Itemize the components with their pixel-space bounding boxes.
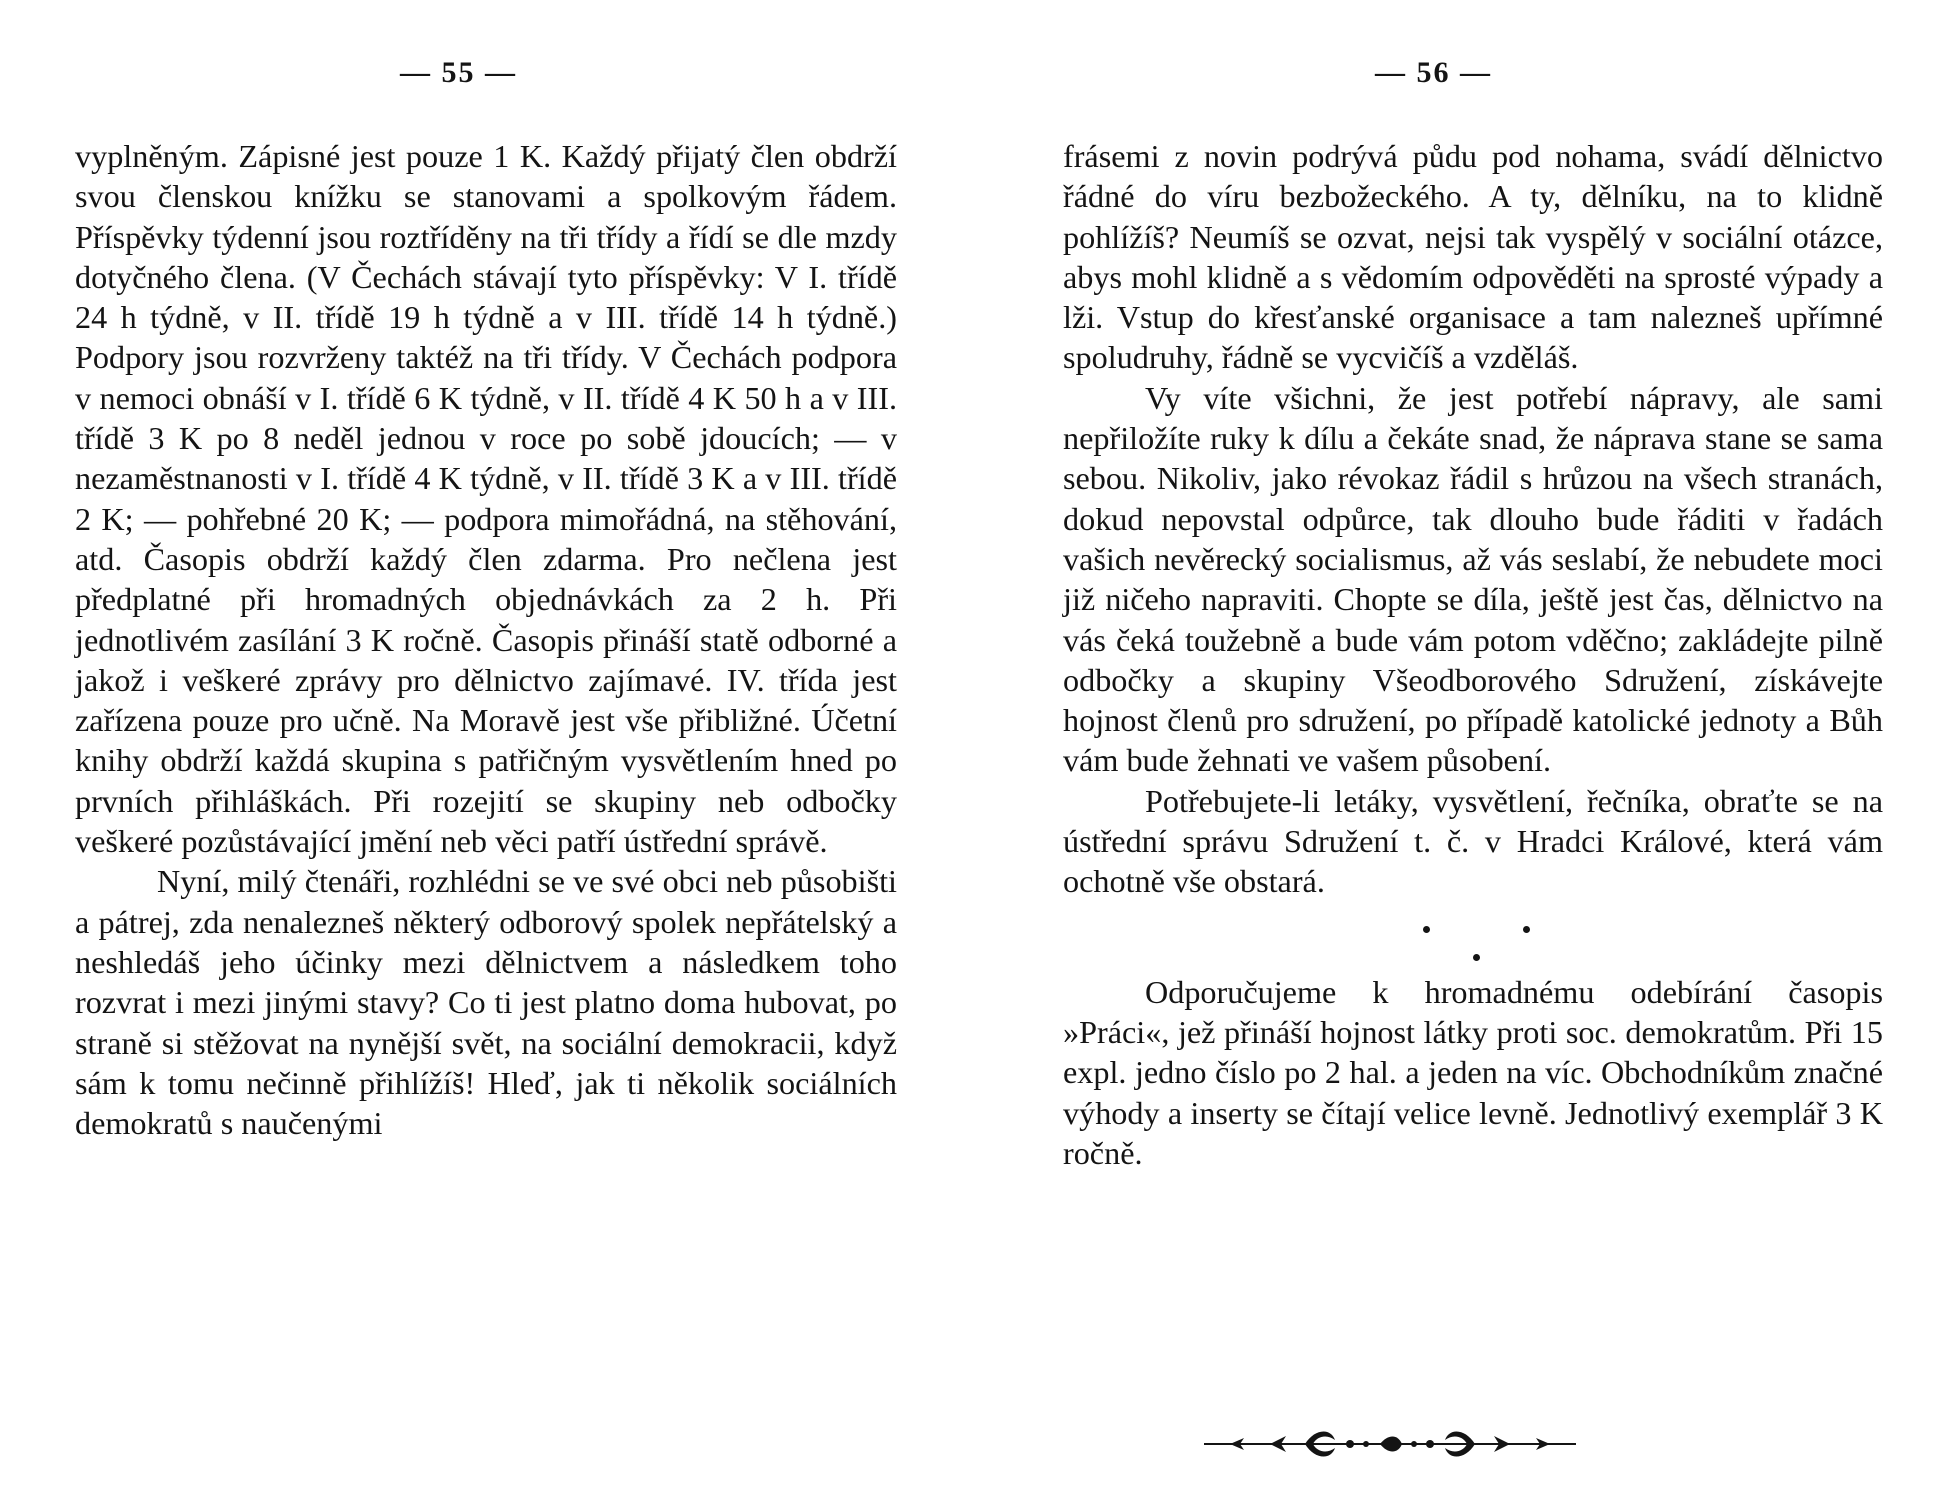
right-page-number: — 56 — (1375, 56, 1492, 89)
asterism-dot (1423, 926, 1430, 933)
right-paragraph-1: frásemi z novin podrývá půdu pod nohama, svádí dělnictvo řádné do víru bezbožeckého. A ty, dělníku, na to klidně pohlížíš? Neumíš se ozvat, nejsi tak vyspělý v sociální otázce, abys mohl klidně a s vědomím odpověděti na sprosté výpady a lži. Vstup do křesťanské organisace a tam nalezneš upřímné spoludruhy, řádně se vycvičíš a vzděláš. (1063, 138, 1883, 376)
left-paragraph-1: vyplněným. Zápisné jest pouze 1 K. Každý přijatý člen obdrží svou členskou knížku se stanovami a spolkovým řádem. Příspěvky týdenní jsou roztříděny na tři třídy a řídí se dle mzdy dotyčného člena. (V Čechách stávají tyto příspěvky: V I. třídě 24 h týdně, v II. třídě 19 h týdně a v III. třídě 14 h týdně.) Podpory jsou rozvrženy taktéž na tři třídy. V Čechách podpora v nemoci obnáší v I. třídě 6 K týdně, v II. třídě 4 K 50 h a v III. třídě 3 K po 8 neděl jednou v roce po sobě jdoucích; — v nezaměstnanosti v I. třídě 4 K týdně, v II. třídě 3 K a v III. třídě 2 K; — pohřebné 20 K; — podpora mimořádná, na stěhování, atd. Časopis obdrží každý člen zdarma. Pro nečlena jest předplatné při hromadných objednávkách za 2 h. Při jednotlivém zasílání 3 K ročně. Časopis přináší statě odborné a jakož i veškeré zprávy pro dělnictvo zajímavé. IV. třída jest zařízena pouze pro učně. Na Moravě jest vše přibližné. Účetní knihy obdrží každá skupina s patřičným vysvětlením hned po prvních přihláškách. Při rozejití se skupiny neb odbočky veškeré pozůstávající jmění neb věci patří ústřední správě. (75, 138, 897, 860)
three-dot-asterism-icon (1063, 908, 1883, 972)
left-paragraph-2: Nyní, milý čtenáři, rozhlédni se ve své obci neb působišti a pátrej, zda nenalezneš některý odborový spolek nepřátelský a neshledáš jeho účinky mezi dělnictvem a následkem toho rozvrat i mezi jinými stavy? Co ti jest platno doma hubovat, po straně si stěžovat na nynější svět, na sociální demokracii, když sám k tomu nečinně přihlížíš! Hleď, jak ti několik sociálních demokratů s naučenými (75, 863, 897, 1142)
right-page-text (1063, 136, 1883, 1173)
right-paragraph-advert: Odporučujeme k hromadnému odebírání časopis »Práci«, jež přináší hojnost látky proti soc. demokratům. Při 15 expl. jedno číslo po 2 hal. a jeden na víc. Obchodníkům značné výhody a inserty se čítají velice levně. Jednotlivý exemplář 3 K ročně. (1063, 973, 1883, 1171)
left-page-text (75, 136, 897, 1143)
floral-tailpiece-icon (1200, 1427, 1580, 1461)
left-page-number: — 55 — (400, 56, 517, 89)
right-page (975, 0, 1950, 1500)
right-paragraph-3: Potřebujete-li letáky, vysvětlení, řečníka, obraťte se na ústřední správu Sdružení t. č. v Hradci Králové, která vám ochotně vše obstará. (1063, 782, 1883, 900)
asterism-dot (1473, 954, 1480, 961)
asterism-dot (1523, 926, 1530, 933)
right-paragraph-2: Vy víte všichni, že jest potřebí nápravy, ale sami nepřiložíte ruky k dílu a čekáte snad, že náprava stane se sama sebou. Nikoliv, jako révokaz řádil s hrůzou na všech stranách, dokud nepovstal odpůrce, tak dlouho bude řáditi v řadách vašich nevěrecký socialismus, až vás seslabí, že nebudete moci již ničeho napraviti. Chopte se díla, ještě jest čas, dělnictvo na vás čeká toužebně a bude vám potom vděčno; zakládejte pilně odbočky a skupiny Všeodborového Sdružení, získávejte hojnost členů pro sdružení, po případě katolické jednoty a Bůh vám bude žehnati ve vašem působení. (1063, 379, 1883, 779)
